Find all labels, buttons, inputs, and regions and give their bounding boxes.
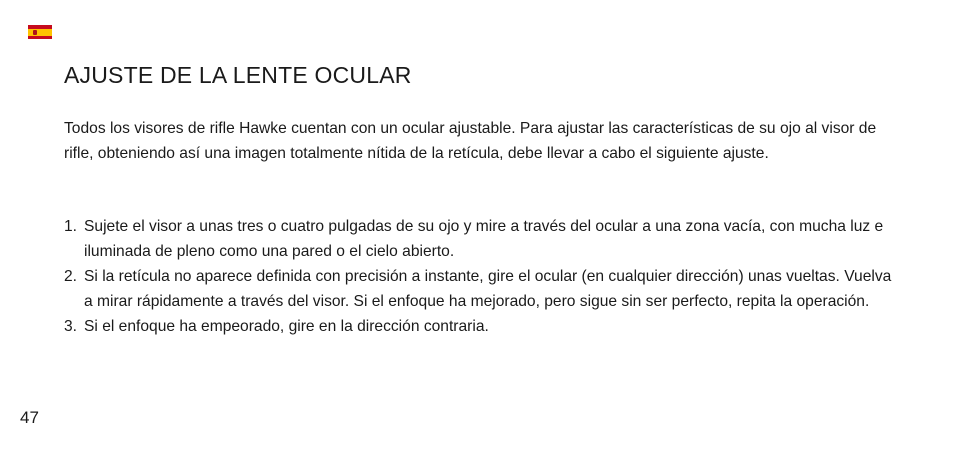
step-number: 2. (64, 268, 78, 285)
flag-stripe-bottom (28, 36, 52, 40)
flag-crest (33, 30, 37, 35)
intro-paragraph: Todos los visores de rifle Hawke cuentan con un ocular ajustable. Para ajustar las características de su ojo al visor de rifle, obteniendo así una imagen totalmente nítida de la retícula, debe llevar a cabo el siguiente ajuste. (64, 120, 877, 162)
page-number: 47 (20, 408, 39, 427)
page-title: AJUSTE DE LA LENTE OCULAR (64, 62, 412, 88)
step-number: 3. (64, 318, 78, 335)
step-text: Si el enfoque ha empeorado, gire en la dirección contraria. (84, 318, 489, 335)
steps-list (64, 214, 904, 339)
step-text: Si la retícula no aparece definida con precisión a instante, gire el ocular (en cualquier dirección) unas vueltas. Vuelva a mirar rápidamente a través del visor. Si el enfoque ha mejorado, pero sigue sin ser perfecto, repita la operación. (84, 268, 892, 310)
flag-stripe-middle (28, 29, 52, 36)
list-item (64, 314, 904, 339)
step-number: 1. (64, 218, 78, 235)
step-text: Sujete el visor a unas tres o cuatro pulgadas de su ojo y mire a través del ocular a una zona vacía, con mucha luz e iluminada de pleno como una pared o el cielo abierto. (84, 218, 884, 260)
list-item (64, 214, 904, 264)
spain-flag-icon (28, 25, 52, 39)
list-item (64, 264, 904, 314)
